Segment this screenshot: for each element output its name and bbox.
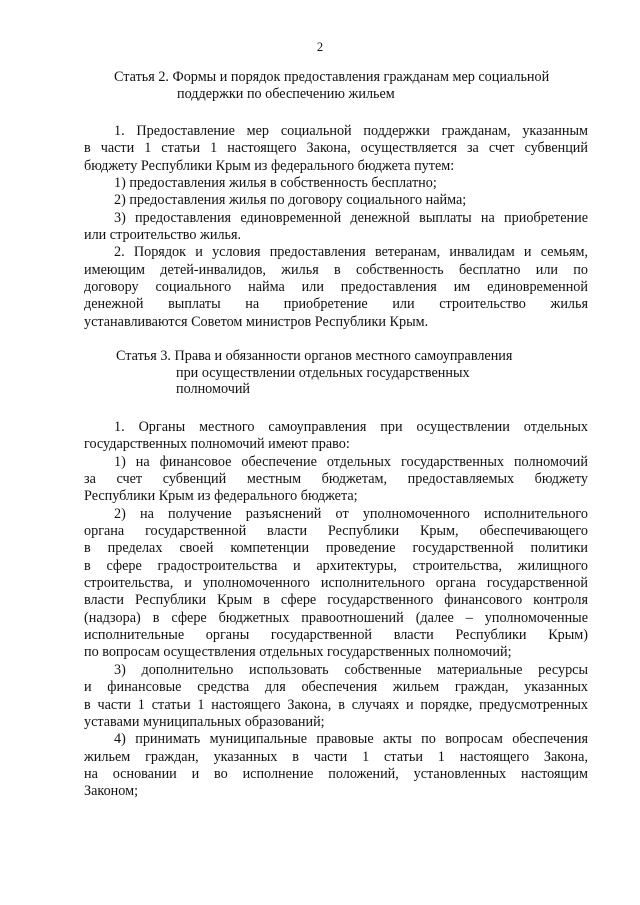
- text-line: 2. Порядок и условия предоставления ветеранам, инвалидам и семьям,: [114, 244, 588, 261]
- text-line: уставами муниципальных образований;: [84, 713, 325, 730]
- text-line: 1. Органы местного самоуправления при осуществлении отдельных: [114, 419, 588, 435]
- text-line: в части 1 статьи 1 настоящего Закона, в случаях и порядке, предусмотренных: [84, 696, 588, 713]
- text-line: жильем граждан, указанных в части 1 статьи 1 настоящего Закона,: [84, 748, 588, 765]
- article-3-heading: [116, 348, 512, 398]
- text-line: 2) на получение разъяснений от уполномоченного исполнительного: [114, 505, 588, 522]
- text-line: на основании и во исполнение положений, установленных настоящим: [84, 765, 588, 782]
- heading-line: при осуществлении отдельных государственных: [176, 364, 470, 381]
- heading-line: Статья 3. Права и обязанности органов местного самоуправления: [116, 348, 513, 364]
- text-line: органа государственной власти Республики Крым, обеспечивающего: [84, 523, 588, 540]
- text-line: по вопросам осуществления отдельных государственных полномочий;: [84, 644, 512, 661]
- heading-line: полномочий: [176, 381, 251, 398]
- page-number: 2: [316, 40, 324, 54]
- text-line: строительства, и уполномоченного исполнительного органа государственной: [84, 575, 588, 592]
- text-line: имеющим детей-инвалидов, жилья в собственность бесплатно или по: [84, 261, 588, 278]
- text-line: или строительство жилья.: [84, 227, 242, 244]
- text-line: 2) предоставления жилья по договору социального найма;: [114, 192, 467, 209]
- heading-line: поддержки по обеспечению жильем: [177, 85, 395, 102]
- article-2-heading: [114, 69, 549, 102]
- text-line: Республики Крым из федерального бюджета;: [84, 488, 358, 505]
- article-3-body: [84, 419, 588, 801]
- text-line: договору социального найма или предоставления им единовременной: [84, 279, 588, 296]
- article-2-body: [84, 123, 588, 331]
- text-line: 1) на финансовое обеспечение отдельных государственных полномочий: [114, 453, 588, 470]
- text-line: в сфере градостроительства и архитектуры, строительства, жилищного: [84, 557, 588, 574]
- text-line: в части 1 статьи 1 настоящего Закона, осуществляется за счет субвенций: [84, 140, 588, 157]
- text-line: в пределах своей компетенции проведение государственной политики: [84, 540, 588, 557]
- text-line: 4) принимать муниципальные правовые акты по вопросам обеспечения: [114, 731, 588, 748]
- text-line: за счет субвенций местным бюджетам, предоставляемых бюджету: [84, 471, 588, 488]
- text-line: 3) дополнительно использовать собственные материальные ресурсы: [114, 661, 588, 678]
- text-line: денежной выплаты на приобретение или строительство жилья: [84, 296, 588, 313]
- text-line: бюджету Республики Крым из федерального бюджета путем:: [84, 157, 455, 174]
- text-line: исполнительные органы государственной власти Республики Крым): [84, 627, 588, 644]
- text-line: 1. Предоставление мер социальной поддержки гражданам, указанным: [114, 123, 588, 139]
- text-line: устанавливаются Советом министров Республики Крым.: [84, 313, 429, 330]
- text-line: 3) предоставления единовременной денежной выплаты на приобретение: [114, 209, 588, 226]
- text-line: 1) предоставления жилья в собственность бесплатно;: [114, 175, 437, 192]
- text-line: и финансовые средства для обеспечения жильем граждан, указанных: [84, 679, 588, 696]
- text-line: (надзора) в сфере бюджетных правоотношений (далее – уполномоченные: [84, 609, 588, 626]
- text-line: Законом;: [84, 783, 139, 800]
- heading-line: Статья 2. Формы и порядок предоставления гражданам мер социальной: [114, 69, 550, 85]
- text-line: власти Республики Крым в сфере государственного финансового контроля: [84, 592, 588, 609]
- text-line: государственных полномочий имеют право:: [84, 436, 350, 453]
